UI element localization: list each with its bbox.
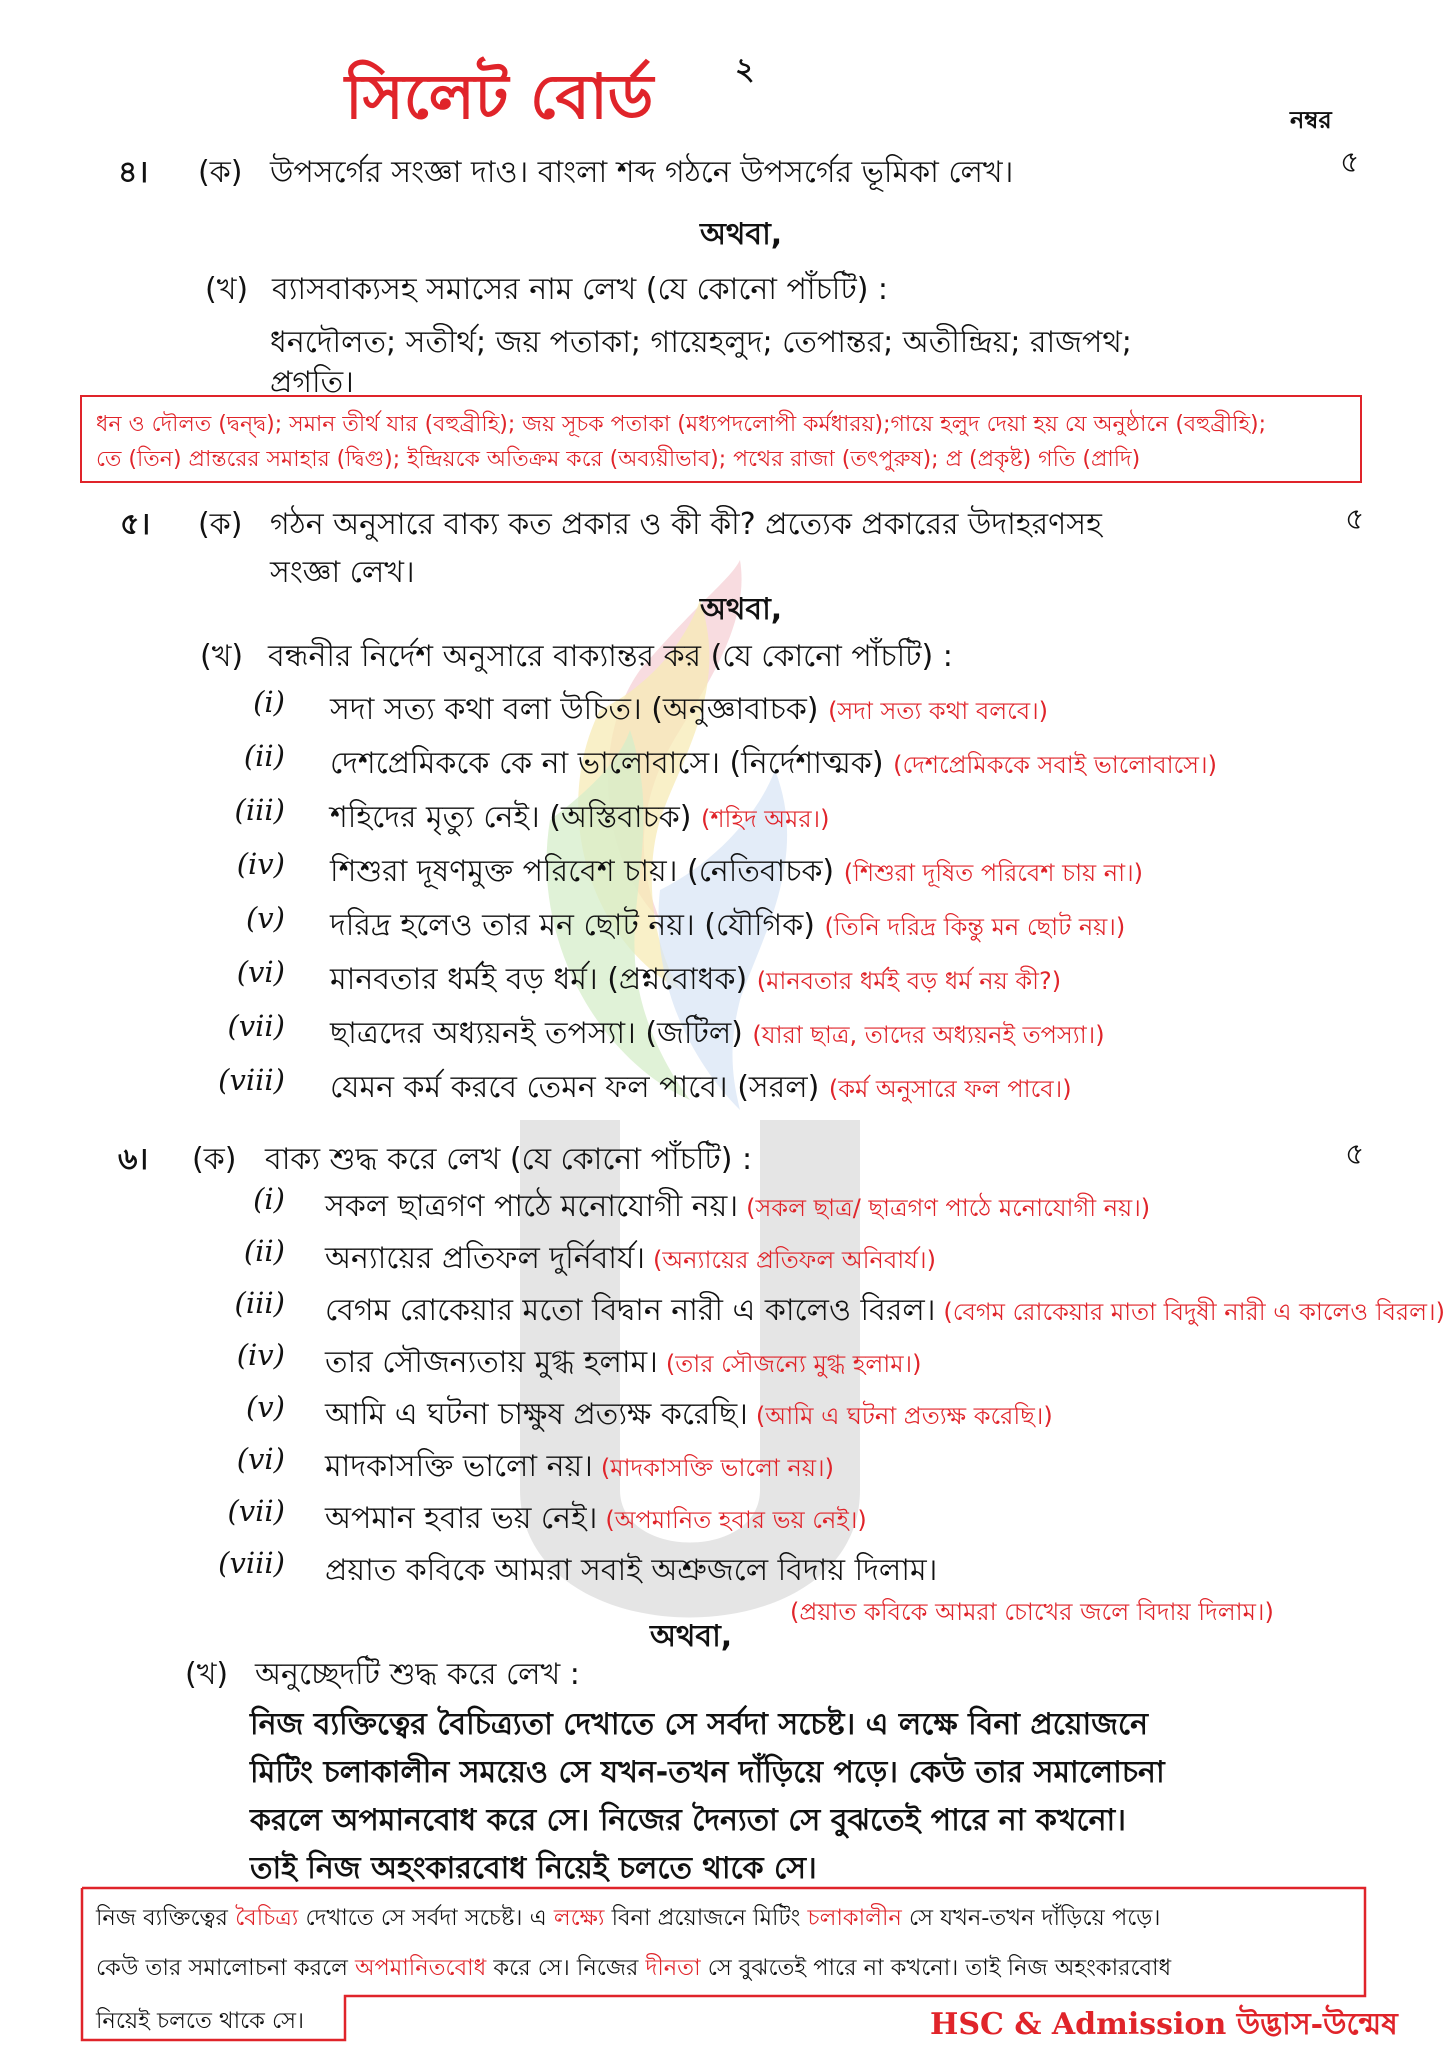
corrected-word: লক্ষ্যে — [553, 1905, 605, 1931]
question-6-or: অথবা, — [650, 1619, 733, 1654]
question-4b-words-line2: প্রগতি। — [270, 365, 354, 400]
list-item-answer: (শিশুরা দূষিত পরিবেশ চায় না।) — [843, 859, 1144, 887]
list-item-number: (iv) — [236, 847, 285, 881]
list-item-number: (vi) — [236, 1442, 285, 1476]
answer-text: নিজ ব্যক্তিত্বের — [96, 1905, 236, 1931]
list-item-text: প্রয়াত কবিকে আমরা সবাই অশ্রুজলে বিদায় দিলাম। — [325, 1553, 938, 1588]
list-item-number: (viii) — [218, 1546, 285, 1580]
list-item-number: (i) — [253, 685, 285, 719]
answer-text: করে সে। নিজের — [486, 1955, 646, 1981]
question-4-number: ৪। — [118, 155, 149, 190]
list-item-answer: (বেগম রোকেয়ার মাতা বিদুষী নারী এ কালেও বিরল।) — [943, 1298, 1445, 1326]
question-4b-text: ব্যাসবাক্যসহ সমাসের নাম লেখ (যে কোনো পাঁচটি) : — [272, 272, 889, 307]
paragraph-line: মিটিং চলাকালীন সময়েও সে যখন-তখন দাঁড়িয়ে পড়ে। কেউ তার সমালোচনা — [250, 1755, 1165, 1790]
question-6a-label: (ক) — [192, 1142, 237, 1177]
list-item-text: শিশুরা দূষণমুক্ত পরিবেশ চায়। (নেতিবাচক) — [330, 854, 835, 889]
footer-brand: HSC & Admission উদ্ভাস-উন্মেষ — [930, 2007, 1398, 2042]
list-item-text: দরিদ্র হলেও তার মন ছোট নয়। (যৌগিক) — [330, 908, 815, 943]
answer-text: দেখাতে সে সর্বদা সচেষ্ট। এ — [298, 1905, 554, 1931]
question-5-number: ৫। — [120, 507, 151, 542]
list-item-answer: (তার সৌজন্যে মুগ্ধ হলাম।) — [665, 1350, 922, 1378]
list-item-text: ছাত্রদের অধ্যয়নই তপস্যা। (জটিল) — [330, 1016, 743, 1051]
corrected-word: বৈচিত্র্য — [235, 1905, 299, 1931]
list-item-number: (viii) — [218, 1063, 285, 1097]
list-item-text: দেশপ্রেমিককে কে না ভালোবাসে। (নির্দেশাত্মক) — [330, 746, 884, 781]
question-4-or: অথবা, — [700, 217, 783, 252]
list-item-number: (vi) — [236, 955, 285, 989]
list-item-answer: (অপমানিত হবার ভয় নেই।) — [605, 1506, 867, 1534]
question-5b-text: বন্ধনীর নির্দেশ অনুসারে বাক্যান্তর কর (যে কোনো পাঁচটি) : — [268, 639, 953, 674]
list-item-text: অন্যায়ের প্রতিফল দুর্নিবার্য। — [325, 1241, 646, 1276]
list-item-number: (vii) — [227, 1494, 285, 1528]
corrected-word: চলাকালীন — [807, 1905, 902, 1931]
list-item-answer: (তিনি দরিদ্র কিন্তু মন ছোট নয়।) — [824, 913, 1126, 941]
list-item-number: (iii) — [234, 793, 285, 827]
question-4b-words-line1: ধনদৌলত; সতীর্থ; জয় পতাকা; গায়েহলুদ; তেপান্তর; অতীন্দ্রিয়; রাজপথ; — [270, 325, 1132, 360]
question-5a-text-line2: সংজ্ঞা লেখ। — [270, 555, 415, 590]
list-item-text: মানবতার ধর্মই বড় ধর্ম। (প্রশ্নবোধক) — [330, 962, 748, 997]
list-item-text: সদা সত্য কথা বলা উচিত। (অনুজ্ঞাবাচক) — [330, 692, 819, 727]
list-item-answer: (মাদকাসক্তি ভালো নয়।) — [600, 1454, 834, 1482]
question-4a-label: (ক) — [198, 155, 243, 190]
list-item-answer: (দেশপ্রেমিককে সবাই ভালোবাসে।) — [893, 751, 1217, 779]
list-item-number: (iv) — [236, 1338, 285, 1372]
list-item-number: (iii) — [234, 1286, 285, 1320]
list-item-number: (v) — [245, 1390, 285, 1424]
list-item-text: শহিদের মৃত্যু নেই। (অস্তিবাচক) — [330, 800, 692, 835]
list-item-text: যেমন কর্ম করবে তেমন ফল পাবে। (সরল) — [330, 1070, 820, 1105]
answer-text: সে যখন-তখন দাঁড়িয়ে পড়ে। — [901, 1905, 1161, 1931]
list-item-text: সকল ছাত্রগণ পাঠে মনোযোগী নয়। — [325, 1189, 739, 1224]
list-item-answer: (যারা ছাত্র, তাদের অধ্যয়নই তপস্যা।) — [752, 1021, 1105, 1049]
answer-text: বিনা প্রয়োজনে মিটিং — [604, 1905, 808, 1931]
answer-text: কেউ তার সমালোচনা করলে — [96, 1955, 356, 1981]
corrected-word: দীনতা — [645, 1955, 701, 1981]
paragraph-line: নিজ ব্যক্তিত্বের বৈচিত্র্যতা দেখাতে সে সর্বদা সচেষ্ট। এ লক্ষে বিনা প্রয়োজনে — [250, 1707, 1149, 1742]
list-item-answer: (অন্যায়ের প্রতিফল অনিবার্য।) — [653, 1246, 936, 1274]
question-6a-text: বাক্য শুদ্ধ করে লেখ (যে কোনো পাঁচটি) : — [265, 1142, 753, 1177]
answer-line: ধন ও দৌলত (দ্বন্দ্ব); সমান তীর্থ যার (বহুব্রীহি); জয় সূচক পতাকা (মধ্যপদলোপী কর্মধারয়);গায়ে হলুদ দেয়া হয় যে অনুষ্ঠানে (বহুব্রীহি); — [96, 412, 1267, 437]
list-item-text: বেগম রোকেয়ার মতো বিদ্বান নারী এ কালেও বিরল। — [325, 1293, 936, 1328]
answer-text: নিয়েই চলতে থাকে সে। — [96, 2008, 305, 2034]
list-item-answer: (শহিদ অমর।) — [700, 805, 830, 833]
marks-header: নম্বর — [1290, 106, 1332, 134]
list-item-answer: (প্রয়াত কবিকে আমরা চোখের জলে বিদায় দিলাম।) — [790, 1598, 1274, 1626]
list-item-text: মাদকাসক্তি ভালো নয়। — [325, 1449, 593, 1484]
list-item-text: অপমান হবার ভয় নেই। — [325, 1501, 598, 1536]
question-5-or: অথবা, — [700, 592, 783, 627]
answer-text: সে বুঝতেই পারে না কখনো। তাই নিজ অহংকারবোধ — [700, 1955, 1172, 1981]
list-item-number: (v) — [245, 901, 285, 935]
list-item-answer: (সকল ছাত্র/ ছাত্রগণ পাঠে মনোযোগী নয়।) — [746, 1194, 1151, 1222]
question-6b-label: (খ) — [185, 1657, 229, 1692]
question-5a-label: (ক) — [198, 507, 243, 542]
question-6-marks: ৫ — [1345, 1137, 1365, 1172]
list-item-answer: (সদা সত্য কথা বলবে।) — [828, 697, 1049, 725]
answer-box-line — [96, 1900, 1160, 1938]
question-4a-text: উপসর্গের সংজ্ঞা দাও। বাংলা শব্দ গঠনে উপসর্গের ভূমিকা লেখ। — [270, 155, 1014, 190]
question-4b-label: (খ) — [205, 272, 249, 307]
page-number: ২ — [735, 52, 755, 87]
list-item-answer: (আমি এ ঘটনা প্রত্যক্ষ করেছি।) — [755, 1402, 1053, 1430]
list-item-number: (ii) — [243, 739, 285, 773]
question-6-number: ৬। — [118, 1142, 149, 1177]
list-item-number: (vii) — [227, 1009, 285, 1043]
list-item-answer: (মানবতার ধর্মই বড় ধর্ম নয় কী?) — [756, 967, 1062, 995]
question-6b-text: অনুচ্ছেদটি শুদ্ধ করে লেখ : — [255, 1657, 580, 1692]
answer-line: তে (তিন) প্রান্তরের সমাহার (দ্বিগু); ইন্দ্রিয়কে অতিক্রম করে (অব্যয়ীভাব); পথের রাজা (তৎপুরুষ); প্র (প্রকৃষ্ট) গতি (প্রাদি) — [96, 447, 1141, 472]
question-4-marks: ৫ — [1340, 145, 1360, 180]
page-title: সিলেট বোর্ড — [345, 60, 654, 133]
paragraph-line: তাই নিজ অহংকারবোধ নিয়েই চলতে থাকে সে। — [250, 1851, 817, 1886]
answer-box-line — [96, 2003, 304, 2041]
question-5b-label: (খ) — [200, 639, 244, 674]
list-item-text: আমি এ ঘটনা চাক্ষুষ প্রত্যক্ষ করেছি। — [325, 1397, 748, 1432]
list-item-number: (i) — [253, 1182, 285, 1216]
answer-box-line — [96, 1950, 1171, 1988]
list-item-number: (ii) — [243, 1234, 285, 1268]
corrected-word: অপমানিতবোধ — [355, 1955, 487, 1981]
question-5a-text-line1: গঠন অনুসারে বাক্য কত প্রকার ও কী কী? প্রত্যেক প্রকারের উদাহরণসহ — [270, 507, 1102, 542]
paragraph-line: করলে অপমানবোধ করে সে। নিজের দৈন্যতা সে বুঝতেই পারে না কখনো। — [250, 1803, 1126, 1838]
question-5-marks: ৫ — [1345, 502, 1365, 537]
list-item-text: তার সৌজন্যতায় মুগ্ধ হলাম। — [325, 1345, 658, 1380]
list-item-answer: (কর্ম অনুসারে ফল পাবে।) — [828, 1075, 1072, 1103]
